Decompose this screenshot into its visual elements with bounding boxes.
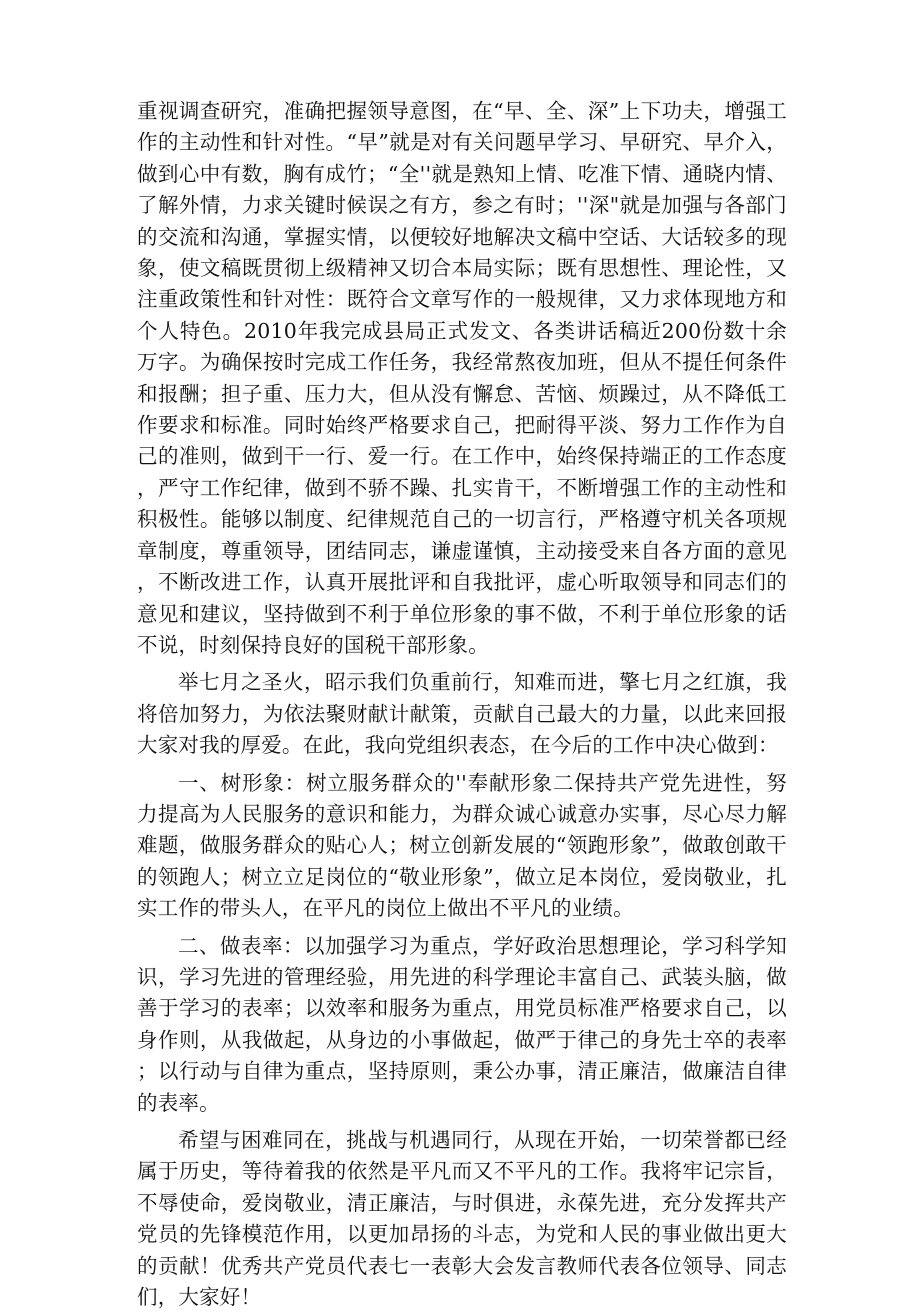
paragraph-point-one: 一、树形象：树立服务群众的''奉献形象二保持共产党先进性，努力提高为人民服务的意识和能力，为群众诚心诚意办实事，尽心尽力解难题，做服务群众的贴心人；树立创新发展的“领跑形象”，做敢创敢干的领跑人；树立立足岗位的“敬业形象”，做立足本岗位，爱岗敬业，扎实工作的带头人，在平凡的岗位上做出不平凡的业绩。 [137,770,787,921]
paragraph-point-two: 二、做表率：以加强学习为重点，学好政治思想理论，学习科学知识，学习先进的管理经验，用先进的科学理论丰富自己、武装头脑，做善于学习的表率；以效率和服务为重点，用党员标准严格要求自己，以身作则，从我做起，从身边的小事做起，做严于律己的身先士卒的表率；以行动与自律为重点，坚持原则，秉公办事，清正廉洁，做廉洁自律的表率。 [137,933,787,1115]
paragraph-closing: 希望与困难同在，挑战与机遇同行，从现在开始，一切荣誉都已经属于历史，等待着我的依然是平凡而又不平凡的工作。我将牢记宗旨，不辱使命，爱岗敬业，清正廉洁，与时俱进，永葆先进，充分发挥共产党员的先锋模范作用，以更加昂扬的斗志，为党和人民的事业做出更大的贡献！优秀共产党员代表七一表彰大会发言教师代表各位领导、同志们，大家好！ [137,1128,787,1310]
paragraph-pledge-intro: 举七月之圣火，昭示我们负重前行，知难而进，擎七月之红旗，我将倍加努力，为依法聚财献计献策，贡献自己最大的力量，以此来回报大家对我的厚爱。在此，我向党组织表态，在今后的工作中决心做到： [137,670,787,758]
document-body [137,96,787,1313]
paragraph-continued: 重视调查研究，准确把握领导意图，在“早、全、深”上下功夫，增强工作的主动性和针对性。“早”就是对有关问题早学习、早研究、早介入，做到心中有数，胸有成竹；“全''就是熟知上情、吃准下情、通晓内情、了解外情，力求关键时候误之有方，参之有时；''深"就是加强与各部门的交流和沟通，掌握实情，以便较好地解决文稿中空话、大话较多的现象，使文稿既贯彻上级精神又切合本局实际；既有思想性、理论性，又注重政策性和针对性：既符合文章写作的一般规律，又力求体现地方和个人特色。2010年我完成县局正式发文、各类讲话稿近200份数十余万字。为确保按时完成工作任务，我经常熬夜加班，但从不提任何条件和报酬；担子重、压力大，但从没有懈怠、苦恼、烦躁过，从不降低工作要求和标准。同时始终严格要求自己，把耐得平淡、努力工作作为自己的准则，做到干一行、爱一行。在工作中，始终保持端正的工作态度，严守工作纪律，做到不骄不躁、扎实肯干，不断增强工作的主动性和积极性。能够以制度、纪律规范自己的一切言行，严格遵守机关各项规章制度，尊重领导，团结同志，谦虚谨慎，主动接受来自各方面的意见，不断改进工作，认真开展批评和自我批评，虚心听取领导和同志们的意见和建议，坚持做到不利于单位形象的事不做，不利于单位形象的话不说，时刻保持良好的国税干部形象。 [137,99,787,657]
